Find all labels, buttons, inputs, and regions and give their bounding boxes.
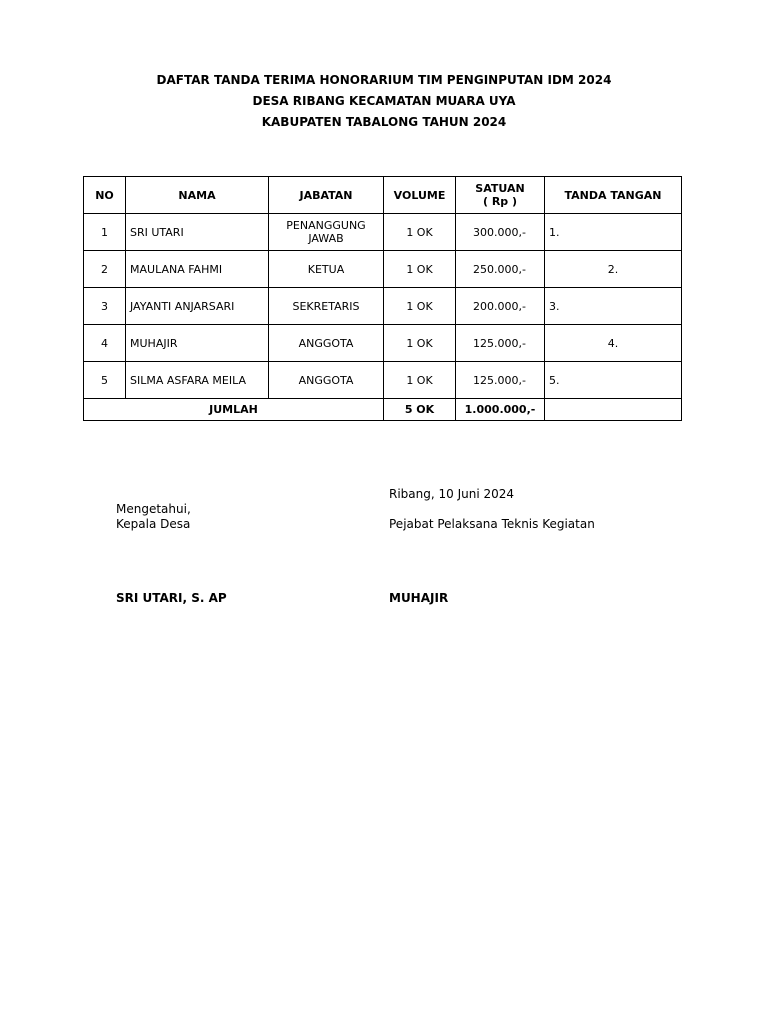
cell-nama: JAYANTI ANJARSARI [126,288,269,325]
cell-volume: 1 OK [384,251,456,288]
table-total-row [84,399,682,421]
cell-tanda-tangan: 3. [545,288,682,325]
table-row [84,288,682,325]
cell-satuan: 125.000,- [456,325,545,362]
header-no: NO [84,177,126,214]
cell-satuan: 300.000,- [456,214,545,251]
title-line-1: DAFTAR TANDA TERIMA HONORARIUM TIM PENGINPUTAN IDM 2024 [156,73,612,87]
header-jabatan: JABATAN [269,177,384,214]
cell-nama: MUHAJIR [126,325,269,362]
table-row [84,214,682,251]
left-signature-line2: Kepala Desa [116,517,191,531]
total-amount: 1.000.000,- [456,399,545,421]
cell-jabatan: ANGGOTA [269,362,384,399]
cell-jabatan: KETUA [269,251,384,288]
cell-no: 5 [84,362,126,399]
header-nama: NAMA [126,177,269,214]
table-row [84,251,682,288]
cell-volume: 1 OK [384,362,456,399]
header-satuan-line2: ( Rp ) [482,195,518,208]
cell-jabatan: SEKRETARIS [269,288,384,325]
left-signature-line1: Mengetahui, [116,502,191,516]
left-signer-name: SRI UTARI, S. AP [116,591,227,605]
cell-no: 4 [84,325,126,362]
cell-volume: 1 OK [384,214,456,251]
place-date: Ribang, 10 Juni 2024 [389,487,515,501]
cell-nama: SILMA ASFARA MEILA [126,362,269,399]
cell-tanda-tangan: 1. [545,214,682,251]
cell-jabatan [269,214,384,251]
left-signature-title [116,502,191,532]
right-signer-name: MUHAJIR [389,591,449,605]
document-title [0,70,768,133]
right-signature-title: Pejabat Pelaksana Teknis Kegiatan [389,517,595,531]
cell-jabatan-line2: JAWAB [308,232,344,245]
table-row [84,325,682,362]
cell-jabatan: ANGGOTA [269,325,384,362]
cell-jabatan-line1: PENANGGUNG [286,219,366,232]
header-volume: VOLUME [384,177,456,214]
table-row [84,362,682,399]
honorarium-table [83,176,682,421]
cell-no: 1 [84,214,126,251]
title-line-3: KABUPATEN TABALONG TAHUN 2024 [261,115,507,129]
cell-satuan: 125.000,- [456,362,545,399]
total-volume: 5 OK [384,399,456,421]
header-tanda-tangan: TANDA TANGAN [545,177,682,214]
cell-satuan: 250.000,- [456,251,545,288]
cell-volume: 1 OK [384,325,456,362]
cell-tanda-tangan: 5. [545,362,682,399]
total-label: JUMLAH [84,399,384,421]
header-satuan-line1: SATUAN [475,182,525,195]
cell-no: 3 [84,288,126,325]
title-line-2: DESA RIBANG KECAMATAN MUARA UYA [252,94,516,108]
cell-tanda-tangan: 4. [545,325,682,362]
cell-nama: MAULANA FAHMI [126,251,269,288]
table-header-row [84,177,682,214]
cell-nama: SRI UTARI [126,214,269,251]
total-empty-cell [545,399,682,421]
cell-no: 2 [84,251,126,288]
header-satuan [456,177,545,214]
cell-volume: 1 OK [384,288,456,325]
cell-tanda-tangan: 2. [545,251,682,288]
cell-satuan: 200.000,- [456,288,545,325]
